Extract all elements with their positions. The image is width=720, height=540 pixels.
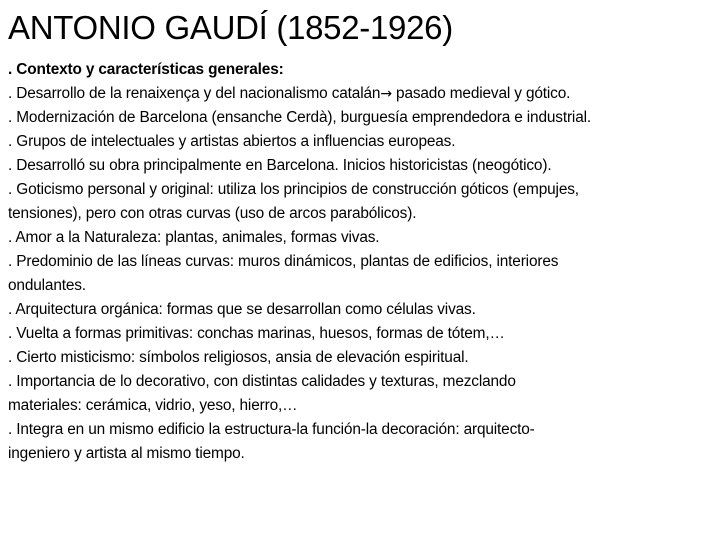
list-item-arquitectura-organica: . Arquitectura orgánica: formas que se desarrollan como células vivas. (8, 301, 476, 318)
list-item-integra-cont: ingeniero y artista al mismo tiempo. (8, 445, 245, 462)
list-item-goticismo: . Goticismo personal y original: utiliza los principios de construcción góticos (empujes, (8, 181, 579, 198)
list-item-formas-primitivas: . Vuelta a formas primitivas: conchas marinas, huesos, formas de tótem,… (8, 325, 505, 342)
list-item-obra-barcelona: . Desarrolló su obra principalmente en Barcelona. Inicios historicistas (neogótico). (8, 157, 552, 174)
slide-title: ANTONIO GAUDÍ (1852-1926) (8, 9, 453, 46)
list-item-lineas-curvas-cont: ondulantes. (8, 277, 86, 294)
list-item-renaixenca (8, 82, 716, 106)
list-item-decorativo-cont: materiales: cerámica, vidrio, yeso, hierro,… (8, 397, 298, 414)
slide-body (8, 58, 716, 466)
list-item-lineas-curvas: . Predominio de las líneas curvas: muros dinámicos, plantas de edificios, interiores (8, 253, 559, 270)
list-item-decorativo: . Importancia de lo decorativo, con distintas calidades y texturas, mezclando (8, 373, 516, 390)
section-heading: . Contexto y características generales: (8, 61, 284, 78)
arrow-right-icon: → (380, 86, 392, 102)
list-item-goticismo-cont: tensiones), pero con otras curvas (uso de arcos parabólicos). (8, 205, 417, 222)
list-item-naturaleza: . Amor a la Naturaleza: plantas, animales, formas vivas. (8, 229, 380, 246)
list-item-text: pasado medieval y gótico. (391, 85, 571, 102)
list-item-text: . Desarrollo de la renaixença y del nacionalismo catalán (8, 85, 381, 102)
list-item-modernizacion: . Modernización de Barcelona (ensanche Cerdà), burguesía emprendedora e industrial. (8, 109, 592, 126)
list-item-misticismo: . Cierto misticismo: símbolos religiosos, ansia de elevación espiritual. (8, 349, 469, 366)
list-item-intelectuales: . Grupos de intelectuales y artistas abiertos a influencias europeas. (8, 133, 456, 150)
list-item-integra: . Integra en un mismo edificio la estructura-la función-la decoración: arquitecto- (8, 421, 535, 438)
